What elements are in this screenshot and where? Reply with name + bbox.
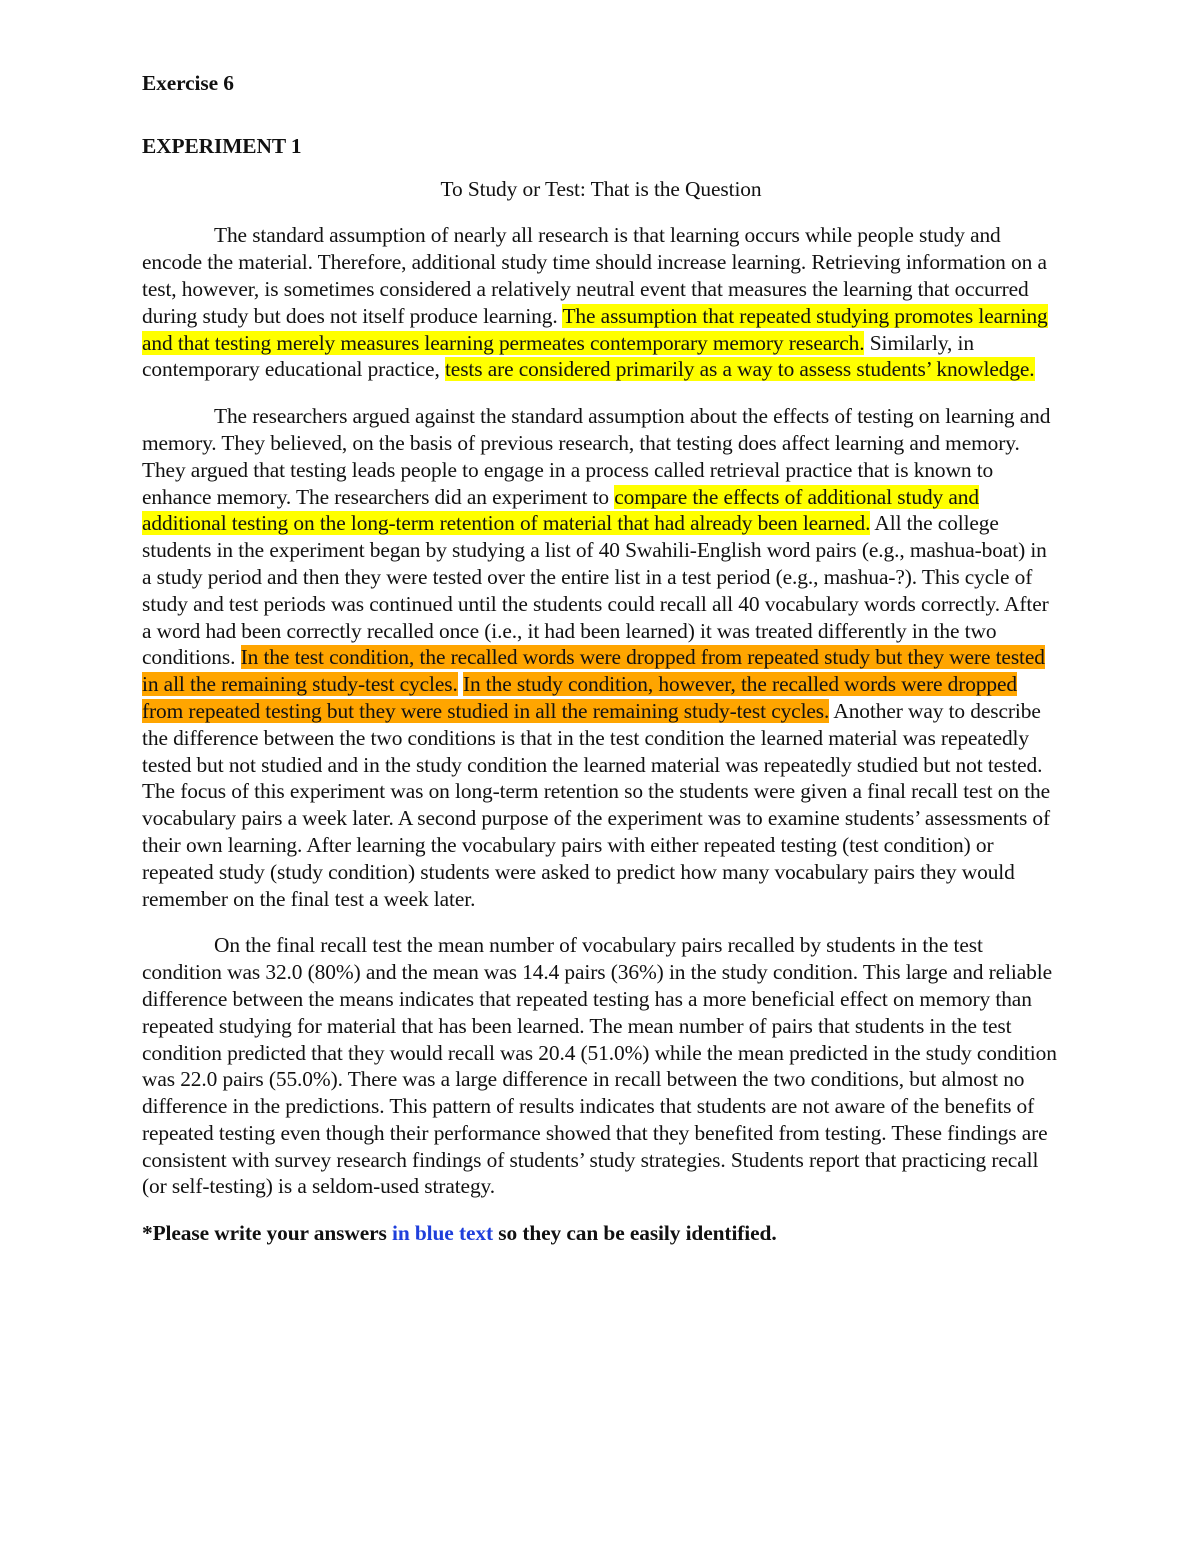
blue-text-phrase: in blue text [391,1221,493,1246]
highlighted-text: compare the effects of additional study and additional testing on the long-term retention of material that had already been learned. [142,484,979,536]
highlighted-text: In the study condition, however, the recalled words were dropped from repeated testing but they were studied in all the remaining study-test cycles. [142,672,1018,723]
answer-instruction [142,1220,1060,1247]
paragraph-text: Another way to describe the difference between the two conditions is that in the test condition the learned material was repeatedly tested but not studied and in the study condition the learned material was repeatedly studied but not tested. The focus of this experiment was on long-term retention so the students were given a final recall test on the vocabulary pairs a week later. A second purpose of the experiment was to examine students’ assessments of their own learning. After learning the vocabulary pairs with either repeated testing (test condition) or repeated study (study condition) students were asked to predict how many vocabulary pairs they would remember on the final test a week later. [142,698,1051,911]
exercise-heading: Exercise 6 [142,71,234,95]
highlighted-text: tests are considered primarily as a way to assess students’ knowledge. [444,357,1035,382]
highlighted-text: In the test condition, the recalled words were dropped from repeated study but they were tested in all the remaining study-test cycles. [142,645,1045,697]
highlighted-text: The assumption that repeated studying promotes learning and that testing merely measures learning permeates contemporary memory research. [142,303,1048,355]
paragraph-text: The researchers argued against the standard assumption about the effects of testing on learning and memory. They believed, on the basis of previous research, that testing does affect learning and memory. They argued that testing leads people to engage in a process called retrieval practice that is known to enhance memory. The researchers did an experiment to [142,404,1051,509]
instruction-text: *Please write your answers [142,1221,392,1246]
document-title: To Study or Test: That is the Question [440,176,762,201]
instruction-text: so they can be easily identified. [493,1221,777,1246]
experiment-heading: EXPERIMENT 1 [142,133,302,158]
paragraph-text: On the final recall test the mean number of vocabulary pairs recalled by students in the test condition was 32.0 (80%) and the mean was 14.4 pairs (36%) in the study condition. This large and reliable difference between the means indicates that repeated testing has a more beneficial effect on memory than repeated studying for material that has been learned. The mean number of pairs that students in the test condition predicted that they would recall was 20.4 (51.0%) while the mean predicted in the study condition was 22.0 pairs (55.0%). There was a large difference in recall between the two conditions, but almost no difference in the predictions. This pattern of results indicates that students are not aware of the benefits of repeated testing even though their performance showed that they benefited from testing. These findings are consistent with survey research findings of students’ study strategies. Students report that practicing recall (or self-testing) is a seldom-used strategy. [142,933,1057,1199]
paragraph-text: The standard assumption of nearly all research is that learning occurs while people study and encode the material. Therefore, additional study time should increase learning. Retrieving information on a test, however, is sometimes considered a relatively neutral event that measures the learning that occurred during study but does not itself produce learning. [142,223,1047,328]
document-page [142,70,1060,1247]
paragraph-text: Similarly, in contemporary educational practice, [142,330,974,382]
paragraph-2 [142,403,1060,912]
paragraph-1 [142,222,1060,383]
paragraph-text: All the college students in the experiment began by studying a list of 40 Swahili-English word pairs (e.g., mashua-boat) in a study period and then they were tested over the entire list in a test period (e.g., mashua-?). This cycle of study and test periods was continued until the students could recall all 40 vocabulary words correctly. After a word had been correctly recalled once (i.e., it had been learned) it was treated differently in the two conditions. [142,511,1049,670]
paragraph-3 [142,932,1060,1200]
